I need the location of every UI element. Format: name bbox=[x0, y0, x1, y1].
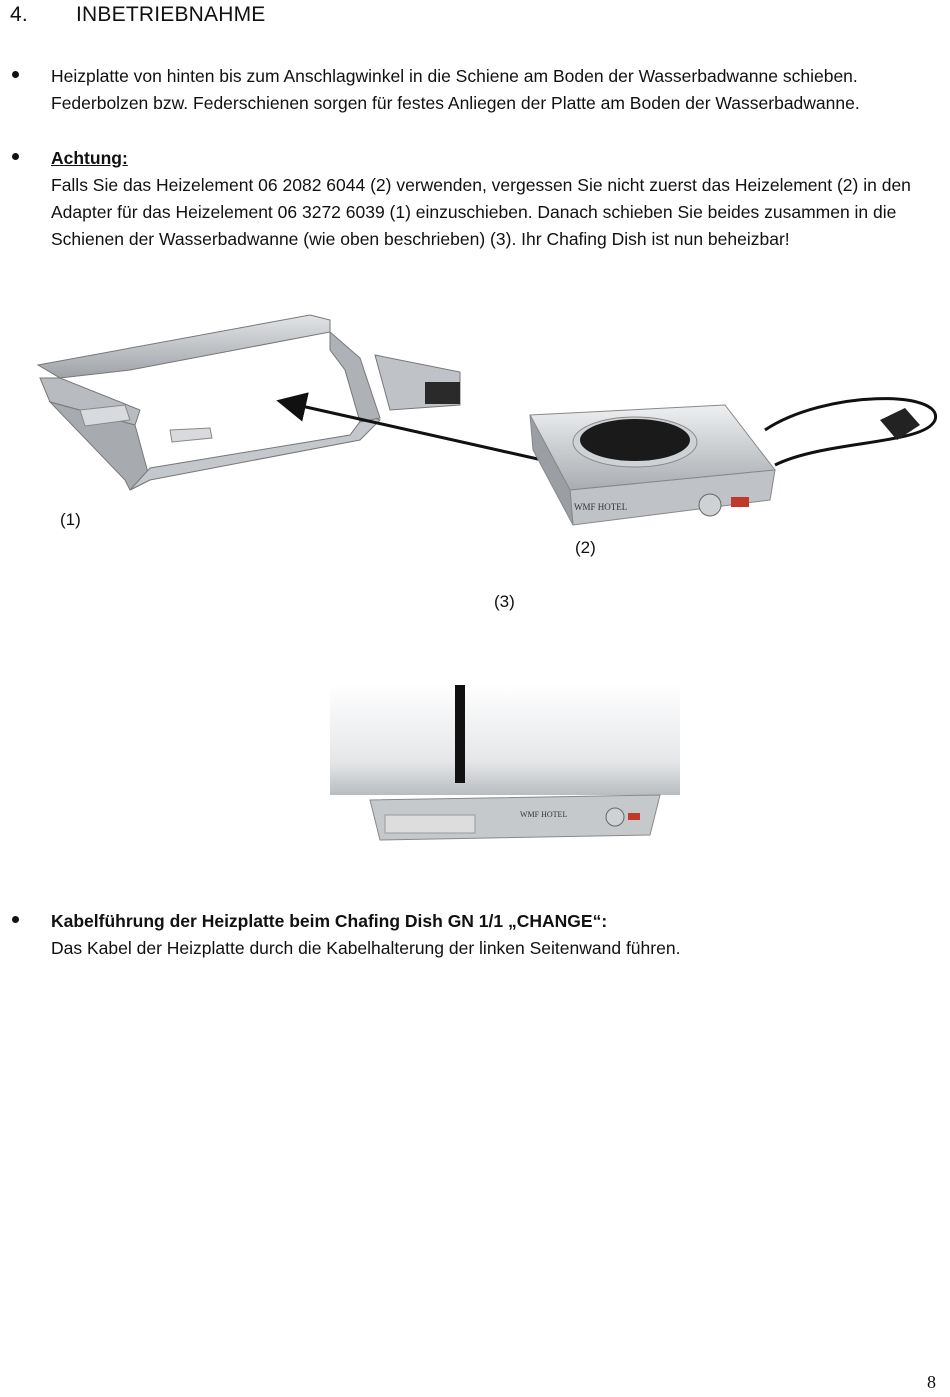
figure-label-3: (3) bbox=[494, 592, 515, 611]
warning-text: Falls Sie das Heizelement 06 2082 6044 (2) verwenden, vergessen Sie nicht zuerst das Heizelement (2) in den Adapter für das Heizelement 06 3272 6039 (1) einzuschieben. Danach schieben Sie beides zusammen in die Schienen der Wasserbadwanne (wie oben beschrieben) (3). Ihr Chafing Dish ist nun beheizbar! bbox=[51, 175, 911, 249]
figure-label-2: (2) bbox=[575, 538, 596, 557]
hotplate-brand: WMF HOTEL bbox=[574, 502, 628, 512]
svg-text:WMF HOTEL: WMF HOTEL bbox=[520, 810, 568, 819]
cable-routing-title: Kabelführung der Heizplatte beim Chafing Dish GN 1/1 „CHANGE“: bbox=[51, 911, 608, 931]
warning-title: Achtung: bbox=[51, 148, 128, 168]
section-number: 4. bbox=[10, 3, 28, 26]
page-number: 8 bbox=[927, 1372, 936, 1392]
bullet-icon bbox=[12, 916, 22, 926]
cable-routing-block bbox=[51, 908, 941, 962]
cable-routing-text: Das Kabel der Heizplatte durch die Kabelhalterung der linken Seitenwand führen. bbox=[51, 938, 681, 958]
figure-label-1: (1) bbox=[60, 510, 81, 529]
section-title: INBETRIEBNAHME bbox=[76, 3, 266, 26]
assembled-chafing-dish-image bbox=[330, 685, 680, 855]
instruction-insert-plate: Heizplatte von hinten bis zum Anschlagwinkel in die Schiene am Boden der Wasserbadwanne schieben. Federbolzen bzw. Federschienen sorgen für festes Anliegen der Platte am Boden der Wasserbadwanne. bbox=[51, 66, 860, 113]
